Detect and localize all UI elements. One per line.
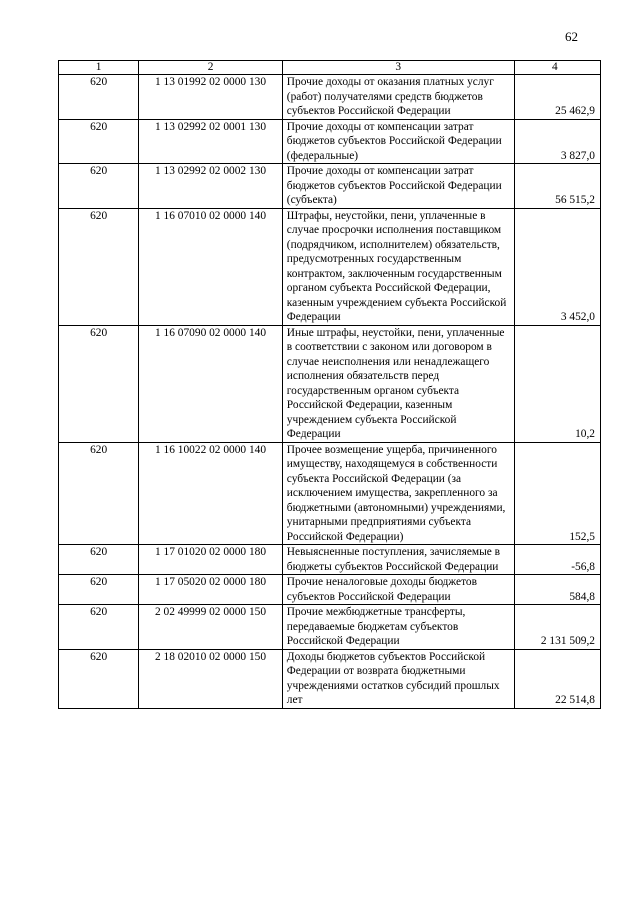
amount-cell: -56,8 <box>514 545 600 575</box>
column-header-4: 4 <box>514 61 600 75</box>
code-cell: 1 17 01020 02 0000 180 <box>139 545 283 575</box>
admin-cell: 620 <box>59 575 139 605</box>
admin-cell: 620 <box>59 164 139 209</box>
code-cell: 1 16 07010 02 0000 140 <box>139 208 283 325</box>
table-row <box>59 208 601 325</box>
table-row <box>59 442 601 545</box>
code-cell: 1 17 05020 02 0000 180 <box>139 575 283 605</box>
admin-cell: 620 <box>59 325 139 442</box>
table-body <box>59 75 601 709</box>
admin-cell: 620 <box>59 605 139 650</box>
page-number: 62 <box>565 29 578 44</box>
revenue-table <box>58 60 601 709</box>
table-row <box>59 164 601 209</box>
code-cell: 1 13 01992 02 0000 130 <box>139 75 283 120</box>
name-cell: Иные штрафы, неустойки, пени, уплаченные в соответствии с законом или договором в случае неисполнения или ненадлежащего исполнения обязательств перед государственным органом субъекта Российской Федерации, казенным учреждением субъекта Российской Федерации <box>282 325 514 442</box>
amount-cell: 22 514,8 <box>514 649 600 708</box>
amount-cell: 584,8 <box>514 575 600 605</box>
amount-cell: 3 827,0 <box>514 119 600 164</box>
name-cell: Прочие доходы от оказания платных услуг (работ) получателями средств бюджетов субъектов Российской Федерации <box>282 75 514 120</box>
admin-cell: 620 <box>59 208 139 325</box>
amount-cell: 10,2 <box>514 325 600 442</box>
name-cell: Доходы бюджетов субъектов Российской Федерации от возврата бюджетными учреждениями остатков субсидий прошлых лет <box>282 649 514 708</box>
table-header-row <box>59 61 601 75</box>
code-cell: 1 16 10022 02 0000 140 <box>139 442 283 545</box>
table-row <box>59 605 601 650</box>
table-row <box>59 325 601 442</box>
code-cell: 2 18 02010 02 0000 150 <box>139 649 283 708</box>
admin-cell: 620 <box>59 75 139 120</box>
amount-cell: 152,5 <box>514 442 600 545</box>
amount-cell: 2 131 509,2 <box>514 605 600 650</box>
name-cell: Невыясненные поступления, зачисляемые в бюджеты субъектов Российской Федерации <box>282 545 514 575</box>
name-cell: Штрафы, неустойки, пени, уплаченные в случае просрочки исполнения поставщиком (подрядчиком, исполнителем) обязательств, предусмотренных государственным контрактом, заключенным государственным органом субъекта Российской Федерации, казенным учреждением субъекта Российской Федерации <box>282 208 514 325</box>
table-row <box>59 649 601 708</box>
table-row <box>59 575 601 605</box>
code-cell: 2 02 49999 02 0000 150 <box>139 605 283 650</box>
admin-cell: 620 <box>59 119 139 164</box>
amount-cell: 3 452,0 <box>514 208 600 325</box>
name-cell: Прочие доходы от компенсации затрат бюджетов субъектов Российской Федерации (субъекта) <box>282 164 514 209</box>
name-cell: Прочие доходы от компенсации затрат бюджетов субъектов Российской Федерации (федеральные) <box>282 119 514 164</box>
name-cell: Прочее возмещение ущерба, причиненного имуществу, находящемуся в собственности субъекта Российской Федерации (за исключением имущества, закрепленного за бюджетными (автономными) учреждениями, унитарными предприятиями субъекта Российской Федерации) <box>282 442 514 545</box>
table-row <box>59 545 601 575</box>
table-row <box>59 75 601 120</box>
column-header-2: 2 <box>139 61 283 75</box>
amount-cell: 25 462,9 <box>514 75 600 120</box>
admin-cell: 620 <box>59 649 139 708</box>
code-cell: 1 13 02992 02 0001 130 <box>139 119 283 164</box>
column-header-3: 3 <box>282 61 514 75</box>
amount-cell: 56 515,2 <box>514 164 600 209</box>
name-cell: Прочие неналоговые доходы бюджетов субъектов Российской Федерации <box>282 575 514 605</box>
table-row <box>59 119 601 164</box>
admin-cell: 620 <box>59 545 139 575</box>
admin-cell: 620 <box>59 442 139 545</box>
code-cell: 1 13 02992 02 0002 130 <box>139 164 283 209</box>
name-cell: Прочие межбюджетные трансферты, передаваемые бюджетам субъектов Российской Федерации <box>282 605 514 650</box>
code-cell: 1 16 07090 02 0000 140 <box>139 325 283 442</box>
column-header-1: 1 <box>59 61 139 75</box>
